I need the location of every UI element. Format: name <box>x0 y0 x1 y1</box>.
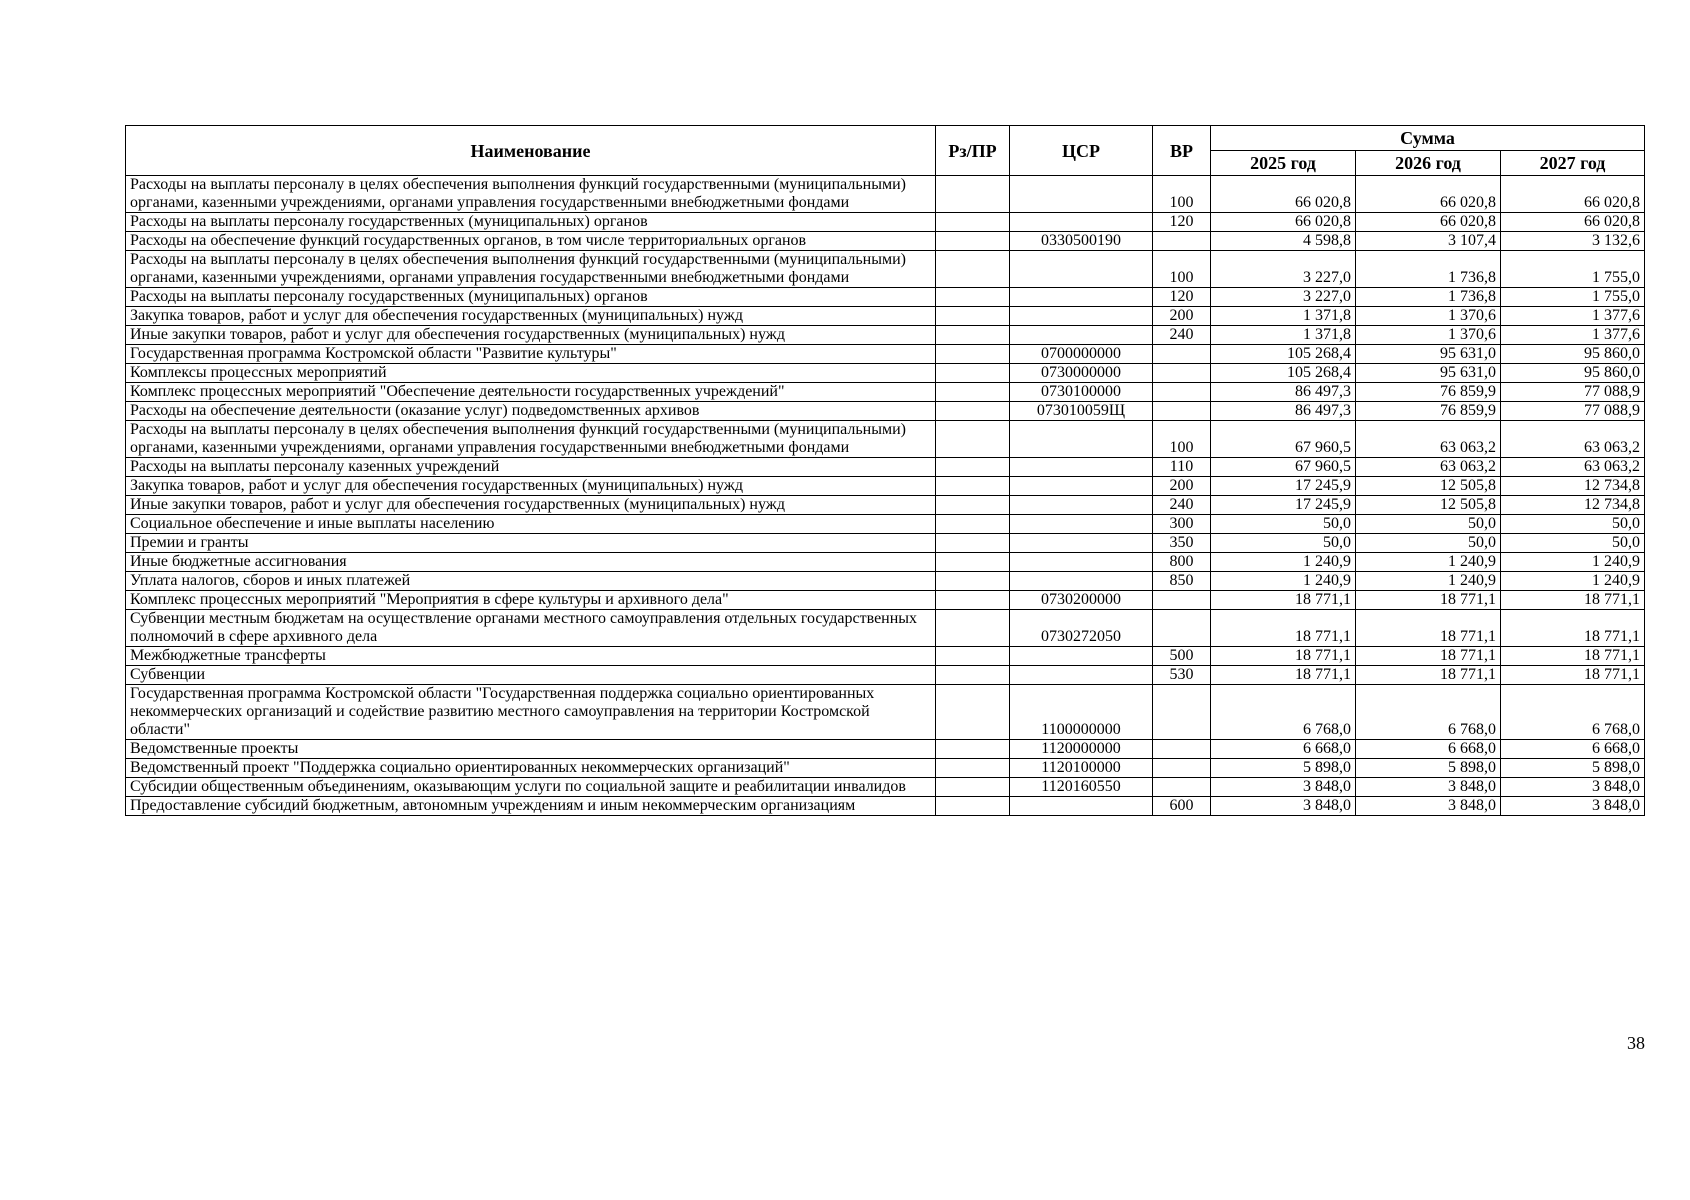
cell-2026: 18 771,1 <box>1356 610 1501 647</box>
cell-2026: 1 736,8 <box>1356 288 1501 307</box>
cell-2027: 1 755,0 <box>1501 251 1645 288</box>
cell-rzpr <box>936 797 1010 816</box>
table-row <box>126 232 1645 251</box>
table-row <box>126 364 1645 383</box>
cell-csr <box>1010 666 1153 685</box>
cell-name: Государственная программа Костромской области "Государственная поддержка социально ориентированных некоммерческих организаций и содействие развитию местного самоуправления на территории Костромской области" <box>126 685 936 740</box>
cell-rzpr <box>936 759 1010 778</box>
cell-2025: 1 371,8 <box>1211 307 1356 326</box>
cell-2025: 6 768,0 <box>1211 685 1356 740</box>
cell-2025: 17 245,9 <box>1211 496 1356 515</box>
table-row <box>126 326 1645 345</box>
header-sum: Сумма <box>1211 126 1645 151</box>
cell-vr: 200 <box>1153 477 1211 496</box>
cell-vr <box>1153 364 1211 383</box>
cell-2027: 18 771,1 <box>1501 591 1645 610</box>
cell-2027: 18 771,1 <box>1501 610 1645 647</box>
cell-2026: 3 848,0 <box>1356 778 1501 797</box>
cell-2025: 6 668,0 <box>1211 740 1356 759</box>
cell-rzpr <box>936 364 1010 383</box>
cell-vr: 350 <box>1153 534 1211 553</box>
cell-name: Расходы на выплаты персоналу государственных (муниципальных) органов <box>126 288 936 307</box>
cell-name: Комплексы процессных мероприятий <box>126 364 936 383</box>
cell-rzpr <box>936 345 1010 364</box>
cell-csr: 0730272050 <box>1010 610 1153 647</box>
cell-rzpr <box>936 402 1010 421</box>
cell-2027: 3 132,6 <box>1501 232 1645 251</box>
cell-vr: 120 <box>1153 213 1211 232</box>
cell-vr: 100 <box>1153 176 1211 213</box>
cell-2027: 50,0 <box>1501 534 1645 553</box>
cell-2026: 12 505,8 <box>1356 477 1501 496</box>
cell-csr <box>1010 515 1153 534</box>
cell-rzpr <box>936 778 1010 797</box>
cell-2027: 1 240,9 <box>1501 553 1645 572</box>
cell-rzpr <box>936 232 1010 251</box>
cell-2027: 3 848,0 <box>1501 778 1645 797</box>
cell-vr <box>1153 345 1211 364</box>
cell-2027: 1 755,0 <box>1501 288 1645 307</box>
cell-csr: 0730100000 <box>1010 383 1153 402</box>
cell-2027: 1 240,9 <box>1501 572 1645 591</box>
table-row <box>126 288 1645 307</box>
cell-csr: 0700000000 <box>1010 345 1153 364</box>
cell-csr: 0730000000 <box>1010 364 1153 383</box>
cell-2026: 76 859,9 <box>1356 402 1501 421</box>
table-row <box>126 572 1645 591</box>
cell-name: Межбюджетные трансферты <box>126 647 936 666</box>
cell-2026: 5 898,0 <box>1356 759 1501 778</box>
cell-csr <box>1010 307 1153 326</box>
cell-vr: 100 <box>1153 251 1211 288</box>
table-row <box>126 553 1645 572</box>
cell-name: Уплата налогов, сборов и иных платежей <box>126 572 936 591</box>
cell-vr <box>1153 778 1211 797</box>
cell-2026: 95 631,0 <box>1356 345 1501 364</box>
cell-vr: 800 <box>1153 553 1211 572</box>
cell-rzpr <box>936 421 1010 458</box>
cell-vr: 600 <box>1153 797 1211 816</box>
cell-rzpr <box>936 496 1010 515</box>
cell-2025: 86 497,3 <box>1211 402 1356 421</box>
cell-csr: 1100000000 <box>1010 685 1153 740</box>
cell-2027: 95 860,0 <box>1501 345 1645 364</box>
table-row <box>126 251 1645 288</box>
cell-csr: 1120100000 <box>1010 759 1153 778</box>
cell-rzpr <box>936 534 1010 553</box>
cell-2027: 95 860,0 <box>1501 364 1645 383</box>
cell-2026: 63 063,2 <box>1356 458 1501 477</box>
cell-name: Расходы на выплаты персоналу в целях обеспечения выполнения функций государственными (муниципальными) органами, казенными учреждениями, органами управления государственными внебюджетными фондами <box>126 421 936 458</box>
header-name: Наименование <box>126 126 936 176</box>
cell-name: Расходы на обеспечение функций государственных органов, в том числе территориальных органов <box>126 232 936 251</box>
cell-vr <box>1153 402 1211 421</box>
cell-rzpr <box>936 477 1010 496</box>
cell-vr: 500 <box>1153 647 1211 666</box>
cell-rzpr <box>936 572 1010 591</box>
cell-2025: 3 848,0 <box>1211 797 1356 816</box>
table-row <box>126 797 1645 816</box>
cell-vr: 110 <box>1153 458 1211 477</box>
cell-2027: 63 063,2 <box>1501 458 1645 477</box>
cell-csr <box>1010 647 1153 666</box>
cell-csr: 0330500190 <box>1010 232 1153 251</box>
cell-rzpr <box>936 176 1010 213</box>
table-row <box>126 740 1645 759</box>
cell-rzpr <box>936 740 1010 759</box>
cell-2026: 76 859,9 <box>1356 383 1501 402</box>
cell-2026: 1 370,6 <box>1356 307 1501 326</box>
cell-vr: 300 <box>1153 515 1211 534</box>
cell-2027: 66 020,8 <box>1501 213 1645 232</box>
cell-2025: 66 020,8 <box>1211 213 1356 232</box>
cell-csr: 1120160550 <box>1010 778 1153 797</box>
cell-2026: 63 063,2 <box>1356 421 1501 458</box>
cell-rzpr <box>936 591 1010 610</box>
cell-2026: 18 771,1 <box>1356 647 1501 666</box>
cell-name: Социальное обеспечение и иные выплаты населению <box>126 515 936 534</box>
cell-vr <box>1153 759 1211 778</box>
cell-2025: 66 020,8 <box>1211 176 1356 213</box>
cell-vr <box>1153 740 1211 759</box>
cell-rzpr <box>936 458 1010 477</box>
table-row <box>126 759 1645 778</box>
cell-vr: 850 <box>1153 572 1211 591</box>
cell-2027: 18 771,1 <box>1501 647 1645 666</box>
cell-2027: 50,0 <box>1501 515 1645 534</box>
cell-name: Расходы на выплаты персоналу в целях обеспечения выполнения функций государственными (муниципальными) органами, казенными учреждениями, органами управления государственными внебюджетными фондами <box>126 176 936 213</box>
table-row <box>126 421 1645 458</box>
table-row <box>126 402 1645 421</box>
cell-2026: 1 370,6 <box>1356 326 1501 345</box>
cell-rzpr <box>936 610 1010 647</box>
cell-2025: 1 240,9 <box>1211 553 1356 572</box>
cell-csr <box>1010 458 1153 477</box>
cell-2025: 4 598,8 <box>1211 232 1356 251</box>
cell-2026: 6 668,0 <box>1356 740 1501 759</box>
cell-2027: 6 668,0 <box>1501 740 1645 759</box>
cell-2025: 3 848,0 <box>1211 778 1356 797</box>
table-row <box>126 383 1645 402</box>
cell-rzpr <box>936 685 1010 740</box>
cell-name: Комплекс процессных мероприятий "Обеспечение деятельности государственных учреждений" <box>126 383 936 402</box>
cell-rzpr <box>936 326 1010 345</box>
cell-2026: 18 771,1 <box>1356 666 1501 685</box>
table-row <box>126 213 1645 232</box>
cell-2027: 12 734,8 <box>1501 496 1645 515</box>
cell-2027: 1 377,6 <box>1501 307 1645 326</box>
table-row <box>126 307 1645 326</box>
cell-rzpr <box>936 251 1010 288</box>
cell-2025: 67 960,5 <box>1211 458 1356 477</box>
cell-2027: 12 734,8 <box>1501 477 1645 496</box>
cell-vr: 200 <box>1153 307 1211 326</box>
table-row <box>126 345 1645 364</box>
cell-vr <box>1153 591 1211 610</box>
cell-2025: 5 898,0 <box>1211 759 1356 778</box>
cell-name: Иные закупки товаров, работ и услуг для обеспечения государственных (муниципальных) нужд <box>126 496 936 515</box>
cell-vr: 530 <box>1153 666 1211 685</box>
cell-vr: 240 <box>1153 326 1211 345</box>
cell-2025: 67 960,5 <box>1211 421 1356 458</box>
cell-name: Субсидии общественным объединениям, оказывающим услуги по социальной защите и реабилитации инвалидов <box>126 778 936 797</box>
cell-csr <box>1010 288 1153 307</box>
cell-name: Расходы на обеспечение деятельности (оказание услуг) подведомственных архивов <box>126 402 936 421</box>
cell-name: Иные закупки товаров, работ и услуг для обеспечения государственных (муниципальных) нужд <box>126 326 936 345</box>
cell-csr <box>1010 477 1153 496</box>
cell-2027: 3 848,0 <box>1501 797 1645 816</box>
cell-vr <box>1153 610 1211 647</box>
cell-2025: 3 227,0 <box>1211 288 1356 307</box>
cell-vr <box>1153 383 1211 402</box>
cell-name: Субвенции местным бюджетам на осуществление органами местного самоуправления отдельных государственных полномочий в сфере архивного дела <box>126 610 936 647</box>
cell-2026: 66 020,8 <box>1356 176 1501 213</box>
cell-2026: 1 240,9 <box>1356 572 1501 591</box>
cell-rzpr <box>936 553 1010 572</box>
cell-2025: 18 771,1 <box>1211 666 1356 685</box>
table-row <box>126 591 1645 610</box>
cell-csr <box>1010 572 1153 591</box>
table-row <box>126 176 1645 213</box>
table-row <box>126 458 1645 477</box>
cell-vr: 100 <box>1153 421 1211 458</box>
header-year-2025: 2025 год <box>1211 151 1356 176</box>
cell-2026: 66 020,8 <box>1356 213 1501 232</box>
cell-name: Государственная программа Костромской области "Развитие культуры" <box>126 345 936 364</box>
cell-csr <box>1010 534 1153 553</box>
cell-2025: 1 240,9 <box>1211 572 1356 591</box>
table-header <box>126 126 1645 176</box>
cell-2027: 77 088,9 <box>1501 402 1645 421</box>
cell-csr <box>1010 553 1153 572</box>
cell-rzpr <box>936 666 1010 685</box>
cell-2025: 18 771,1 <box>1211 647 1356 666</box>
cell-name: Закупка товаров, работ и услуг для обеспечения государственных (муниципальных) нужд <box>126 477 936 496</box>
cell-name: Закупка товаров, работ и услуг для обеспечения государственных (муниципальных) нужд <box>126 307 936 326</box>
cell-csr <box>1010 797 1153 816</box>
cell-2025: 86 497,3 <box>1211 383 1356 402</box>
cell-name: Расходы на выплаты персоналу в целях обеспечения выполнения функций государственными (муниципальными) органами, казенными учреждениями, органами управления государственными внебюджетными фондами <box>126 251 936 288</box>
table-row <box>126 778 1645 797</box>
cell-2025: 3 227,0 <box>1211 251 1356 288</box>
cell-2025: 50,0 <box>1211 534 1356 553</box>
cell-2025: 17 245,9 <box>1211 477 1356 496</box>
cell-2027: 63 063,2 <box>1501 421 1645 458</box>
cell-name: Субвенции <box>126 666 936 685</box>
table-row <box>126 666 1645 685</box>
cell-rzpr <box>936 515 1010 534</box>
cell-name: Предоставление субсидий бюджетным, автономным учреждениям и иным некоммерческим организациям <box>126 797 936 816</box>
cell-name: Расходы на выплаты персоналу казенных учреждений <box>126 458 936 477</box>
cell-name: Комплекс процессных мероприятий "Мероприятия в сфере культуры и архивного дела" <box>126 591 936 610</box>
cell-2026: 6 768,0 <box>1356 685 1501 740</box>
cell-2025: 105 268,4 <box>1211 345 1356 364</box>
cell-rzpr <box>936 383 1010 402</box>
table-row <box>126 685 1645 740</box>
cell-rzpr <box>936 288 1010 307</box>
cell-2026: 18 771,1 <box>1356 591 1501 610</box>
cell-name: Иные бюджетные ассигнования <box>126 553 936 572</box>
header-year-2027: 2027 год <box>1501 151 1645 176</box>
cell-vr <box>1153 685 1211 740</box>
cell-vr: 240 <box>1153 496 1211 515</box>
cell-2025: 18 771,1 <box>1211 610 1356 647</box>
cell-2027: 1 377,6 <box>1501 326 1645 345</box>
header-year-2026: 2026 год <box>1356 151 1501 176</box>
cell-csr <box>1010 176 1153 213</box>
cell-2027: 6 768,0 <box>1501 685 1645 740</box>
table-row <box>126 610 1645 647</box>
cell-2027: 77 088,9 <box>1501 383 1645 402</box>
cell-vr: 120 <box>1153 288 1211 307</box>
cell-name: Премии и гранты <box>126 534 936 553</box>
cell-csr: 0730200000 <box>1010 591 1153 610</box>
header-csr: ЦСР <box>1010 126 1153 176</box>
header-row-top <box>126 126 1645 151</box>
cell-2025: 105 268,4 <box>1211 364 1356 383</box>
cell-rzpr <box>936 213 1010 232</box>
cell-2025: 18 771,1 <box>1211 591 1356 610</box>
cell-2026: 95 631,0 <box>1356 364 1501 383</box>
cell-2027: 5 898,0 <box>1501 759 1645 778</box>
cell-csr <box>1010 421 1153 458</box>
cell-2026: 12 505,8 <box>1356 496 1501 515</box>
page-number: 38 <box>1627 1033 1645 1053</box>
cell-2027: 66 020,8 <box>1501 176 1645 213</box>
cell-2025: 50,0 <box>1211 515 1356 534</box>
header-rzpr: Рз/ПР <box>936 126 1010 176</box>
cell-2026: 50,0 <box>1356 515 1501 534</box>
cell-csr <box>1010 213 1153 232</box>
table-row <box>126 496 1645 515</box>
budget-table <box>125 125 1645 816</box>
cell-name: Ведомственный проект "Поддержка социально ориентированных некоммерческих организаций" <box>126 759 936 778</box>
cell-2026: 1 736,8 <box>1356 251 1501 288</box>
cell-2026: 1 240,9 <box>1356 553 1501 572</box>
cell-rzpr <box>936 307 1010 326</box>
cell-csr: 1120000000 <box>1010 740 1153 759</box>
cell-2026: 3 107,4 <box>1356 232 1501 251</box>
cell-2027: 18 771,1 <box>1501 666 1645 685</box>
header-vr: ВР <box>1153 126 1211 176</box>
table-row <box>126 477 1645 496</box>
cell-name: Ведомственные проекты <box>126 740 936 759</box>
cell-csr <box>1010 326 1153 345</box>
table-row <box>126 534 1645 553</box>
cell-2026: 50,0 <box>1356 534 1501 553</box>
cell-csr: 073010059Щ <box>1010 402 1153 421</box>
cell-csr <box>1010 251 1153 288</box>
table-body <box>126 176 1645 816</box>
cell-2026: 3 848,0 <box>1356 797 1501 816</box>
cell-csr <box>1010 496 1153 515</box>
cell-name: Расходы на выплаты персоналу государственных (муниципальных) органов <box>126 213 936 232</box>
table-row <box>126 647 1645 666</box>
cell-vr <box>1153 232 1211 251</box>
cell-rzpr <box>936 647 1010 666</box>
cell-2025: 1 371,8 <box>1211 326 1356 345</box>
table-row <box>126 515 1645 534</box>
